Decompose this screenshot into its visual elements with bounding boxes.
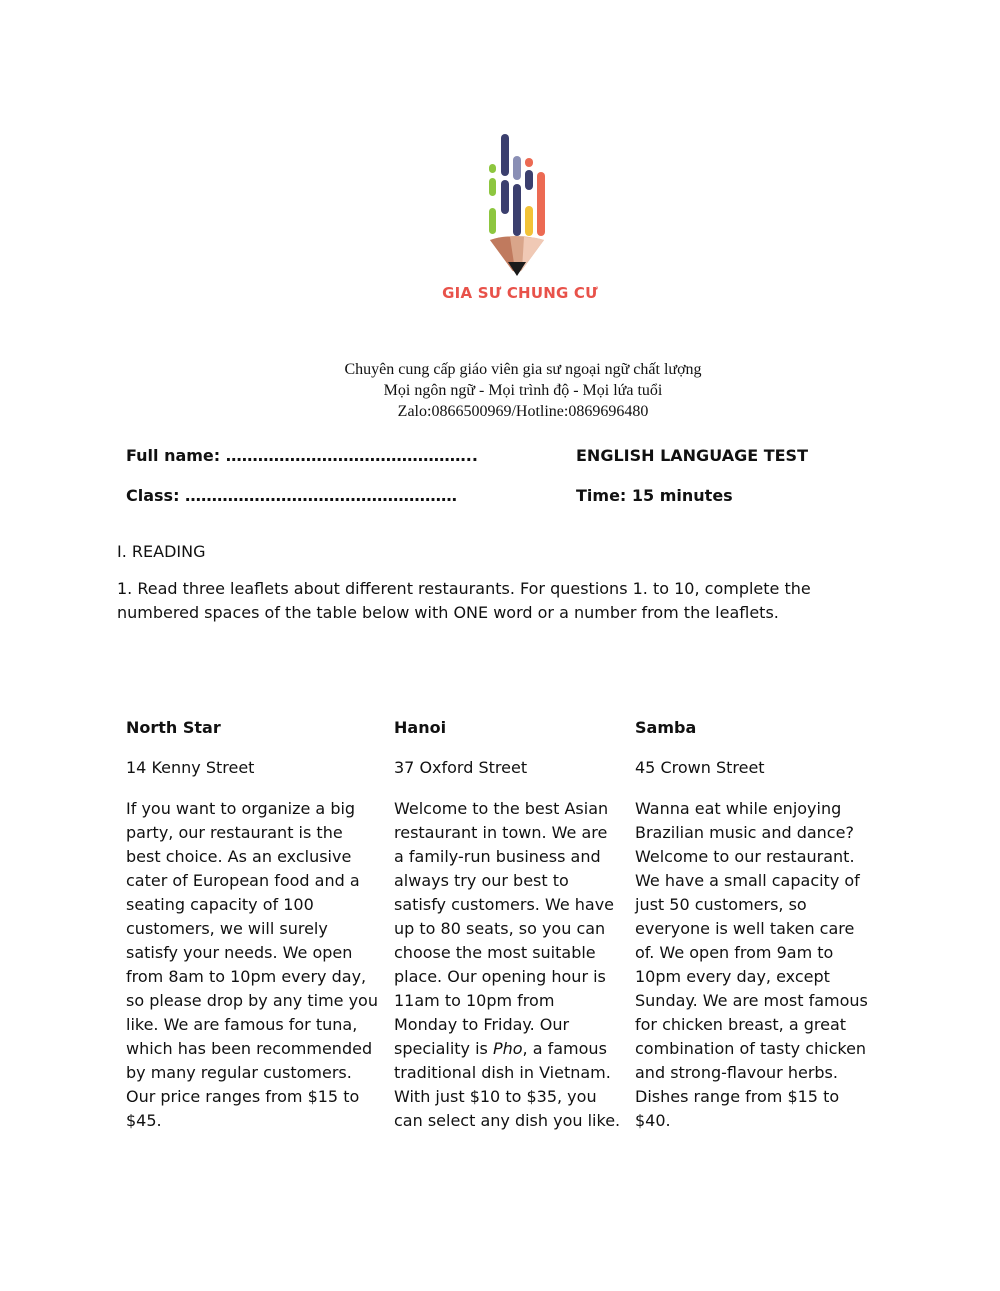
restaurant-address-samba: 45 Crown Street [635,758,765,777]
restaurant-leaflet-samba [635,797,875,1133]
leaflet-line: $45. [126,1111,162,1130]
leaflet-line: customers, we will surely [126,919,328,938]
leaflet-line: Our price ranges from $15 to [126,1087,360,1106]
leaflet-line: Brazilian music and dance? [635,823,854,842]
full-name-field: Full name: ……………………………………….. [126,446,478,465]
leaflet-line: If you want to organize a big [126,799,356,818]
leaflet-line: of. We open from 9am to [635,943,834,962]
leaflet-line: 10pm every day, except [635,967,830,986]
tagline: Chuyên cung cấp giáo viên gia sư ngoại ngữ chất lượng [344,361,702,378]
leaflet-line: satisfy customers. We have [394,895,615,914]
leaflet-line: Wanna eat while enjoying [635,799,842,818]
leaflet-line: $40. [635,1111,671,1130]
leaflet-line: just 50 customers, so [635,895,807,914]
leaflet-line: and strong-flavour herbs. [635,1063,838,1082]
subtitle: Mọi ngôn ngữ - Mọi trình độ - Mọi lứa tuổi [383,382,663,399]
instruction-line-2: numbered spaces of the table below with ONE word or a number from the leaflets. [117,603,779,622]
restaurant-leaflet-north-star [126,797,382,1133]
restaurant-address-north-star: 14 Kenny Street [126,758,255,777]
leaflet-line: seating capacity of 100 [126,895,314,914]
leaflet-line: Monday to Friday. Our [394,1015,570,1034]
class-field: Class: …………………………………………… [126,486,458,505]
leaflet-line: 11am to 10pm from [394,991,555,1010]
restaurant-name-north-star: North Star [126,718,221,737]
contact-info: Zalo:0866500969/Hotline:0869696480 [397,403,649,420]
time-limit: Time: 15 minutes [576,486,733,505]
leaflet-line: everyone is well taken care [635,919,855,938]
instruction-line-1: 1. Read three leaflets about different restaurants. For questions 1. to 10, complete the [117,579,811,598]
leaflet-line: which has been recommended [126,1039,373,1058]
leaflet-line: like. We are famous for tuna, [126,1015,358,1034]
section-heading: I. READING [117,542,206,561]
restaurant-name-samba: Samba [635,718,697,737]
logo-icon [470,128,570,284]
leaflet-line: satisfy your needs. We open [126,943,353,962]
leaflet-line: combination of tasty chicken [635,1039,867,1058]
test-title: ENGLISH LANGUAGE TEST [576,446,808,465]
leaflet-line: by many regular customers. [126,1063,352,1082]
leaflet-line: traditional dish in Vietnam. [394,1063,611,1082]
leaflet-line: restaurant in town. We are [394,823,608,842]
leaflet-line: place. Our opening hour is [394,967,606,986]
speciality-suffix: , a famous [522,1039,607,1058]
leaflet-line: Welcome to our restaurant. [635,847,855,866]
leaflet-line: cater of European food and a [126,871,360,890]
leaflet-line: choose the most suitable [394,943,596,962]
leaflet-line: We have a small capacity of [635,871,860,890]
leaflet-line: a family-run business and [394,847,601,866]
leaflet-line: can select any dish you like. [394,1111,621,1130]
leaflet-line: party, our restaurant is the [126,823,343,842]
leaflet-line: up to 80 seats, so you can [394,919,606,938]
restaurant-address-hanoi: 37 Oxford Street [394,758,528,777]
leaflet-line: so please drop by any time you [126,991,378,1010]
leaflet-line: best choice. As an exclusive [126,847,352,866]
leaflet-line: from 8am to 10pm every day, [126,967,367,986]
restaurant-name-hanoi: Hanoi [394,718,447,737]
restaurant-leaflet-hanoi [394,797,626,1133]
leaflet-line: Dishes range from $15 to [635,1087,840,1106]
leaflet-line: always try our best to [394,871,569,890]
speciality-dish: Pho [492,1039,523,1058]
leaflet-line-speciality [394,1037,626,1061]
brand-name: GIA SƯ CHUNG CƯ [442,284,598,302]
leaflet-line: Sunday. We are most famous [635,991,868,1010]
leaflet-line: for chicken breast, a great [635,1015,847,1034]
speciality-prefix: speciality is [394,1039,493,1058]
leaflet-line: Welcome to the best Asian [394,799,609,818]
leaflet-line: With just $10 to $35, you [394,1087,597,1106]
